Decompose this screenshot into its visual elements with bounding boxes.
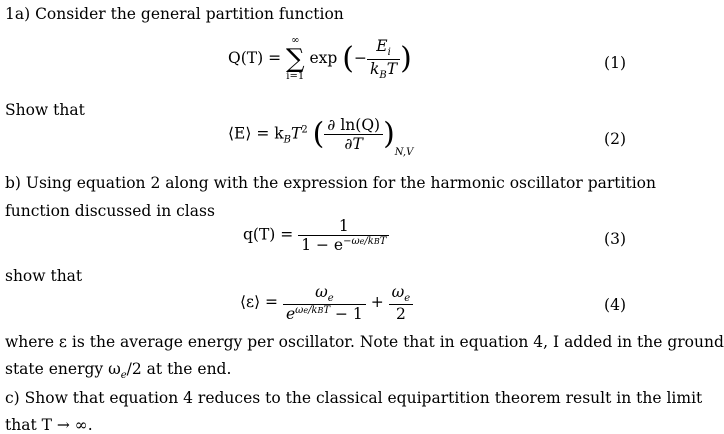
eq3-fraction: [298, 217, 389, 254]
equation-1: Q(T) = ∞ ∑ i=1 exp (− $\frac{E_i}{k_BT}$ ): [228, 35, 412, 82]
part-a-intro: 1a) Consider the general partition function: [5, 5, 344, 23]
eq4-fraction-1: [283, 283, 366, 323]
eq1-num-sub: i: [387, 47, 391, 59]
eq4-lhs: ⟨ε⟩ =: [240, 293, 279, 312]
exp-word: exp: [309, 49, 338, 67]
eq1-lhs: Q(T) =: [228, 49, 282, 67]
eq1-den-t: T: [386, 59, 398, 78]
eq1-fraction: [367, 37, 400, 80]
right-paren-icon: ): [383, 116, 395, 152]
left-paren-icon: (: [342, 41, 354, 76]
eq2-number: (2): [604, 130, 626, 148]
eq4-num2: ω: [391, 283, 405, 302]
eq1-number: (1): [604, 54, 626, 72]
eq3-den: 1 − e: [301, 236, 344, 255]
equation-4: [240, 283, 413, 323]
eq3-num: 1: [338, 217, 349, 235]
sum-lower-limit: i=1: [286, 71, 305, 82]
sum-symbol: [286, 36, 305, 82]
eq3-den-sup-b: B: [373, 237, 380, 246]
eq4-den1-tail: − 1: [330, 305, 363, 324]
eq1-num: E: [376, 37, 388, 56]
eq4-plus: +: [370, 293, 384, 312]
eq2-lhs-sup: 2: [301, 124, 308, 136]
where2-post: /2 at the end.: [126, 360, 232, 378]
eq2-lhs-t: T: [291, 124, 302, 143]
eq4-number: (4): [604, 296, 626, 314]
eq4-den1-sup-e: e: [303, 306, 309, 316]
part-b-where-line-2: [5, 360, 231, 381]
eq4-den1: e: [285, 305, 296, 324]
sigma-icon: ∑: [286, 44, 305, 74]
sum-upper-limit: ∞: [291, 35, 300, 46]
eq4-fraction-2: [389, 283, 414, 323]
eq2-den: ∂T: [324, 134, 383, 153]
right-paren-icon: ): [400, 41, 412, 76]
eq4-den2: 2: [389, 304, 414, 323]
where2-pre: state energy ω: [5, 360, 121, 378]
where2-sub: e: [120, 370, 127, 382]
eq1-den-sub: B: [379, 69, 387, 81]
eq3-den-sup-rest: /k: [364, 236, 374, 247]
eq2-lhs-sub: B: [283, 134, 292, 146]
eq4-num1-sub: e: [327, 293, 334, 305]
eq4-num2-sub: e: [404, 293, 411, 305]
part-b-line-1: b) Using equation 2 along with the expression for the harmonic oscillator partition: [5, 174, 656, 192]
part-c-line-1: c) Show that equation 4 reduces to the classical equipartition theorem result in the limit: [5, 389, 703, 407]
eq3-den-sup: −ω: [343, 236, 360, 247]
eq3-den-sup-e: e: [359, 237, 365, 246]
eq2-num: ∂ ln(Q): [327, 116, 381, 134]
eq2-subscript: N,V: [394, 146, 414, 158]
eq3-den-sup-t: T: [379, 236, 387, 247]
eq4-den1-sup: ω: [295, 305, 304, 317]
eq3-number: (3): [604, 230, 626, 248]
part-b-where-line-1: where ε is the average energy per oscillator. Note that in equation 4, I added in the ground: [5, 333, 724, 351]
equation-3: [243, 217, 389, 254]
eq4-num1: ω: [315, 283, 328, 301]
part-a-show-that: Show that: [5, 101, 85, 119]
eq2-lhs: ⟨E⟩ = k: [228, 124, 284, 143]
part-b-show-that: show that: [5, 267, 83, 285]
eq4-den1-sup-b: B: [317, 306, 324, 316]
part-b-line-2: function discussed in class: [5, 202, 215, 220]
eq3-lhs: q(T) =: [243, 225, 294, 244]
eq2-fraction: [324, 116, 383, 153]
part-c-line-2: that T → ∞.: [5, 416, 93, 434]
eq4-den1-sup-rest: /k: [308, 305, 318, 317]
eq4-den1-sup-t: T: [323, 305, 331, 317]
equation-2: [228, 116, 414, 158]
eq1-den: k: [370, 59, 380, 78]
left-paren-icon: (: [312, 116, 325, 152]
